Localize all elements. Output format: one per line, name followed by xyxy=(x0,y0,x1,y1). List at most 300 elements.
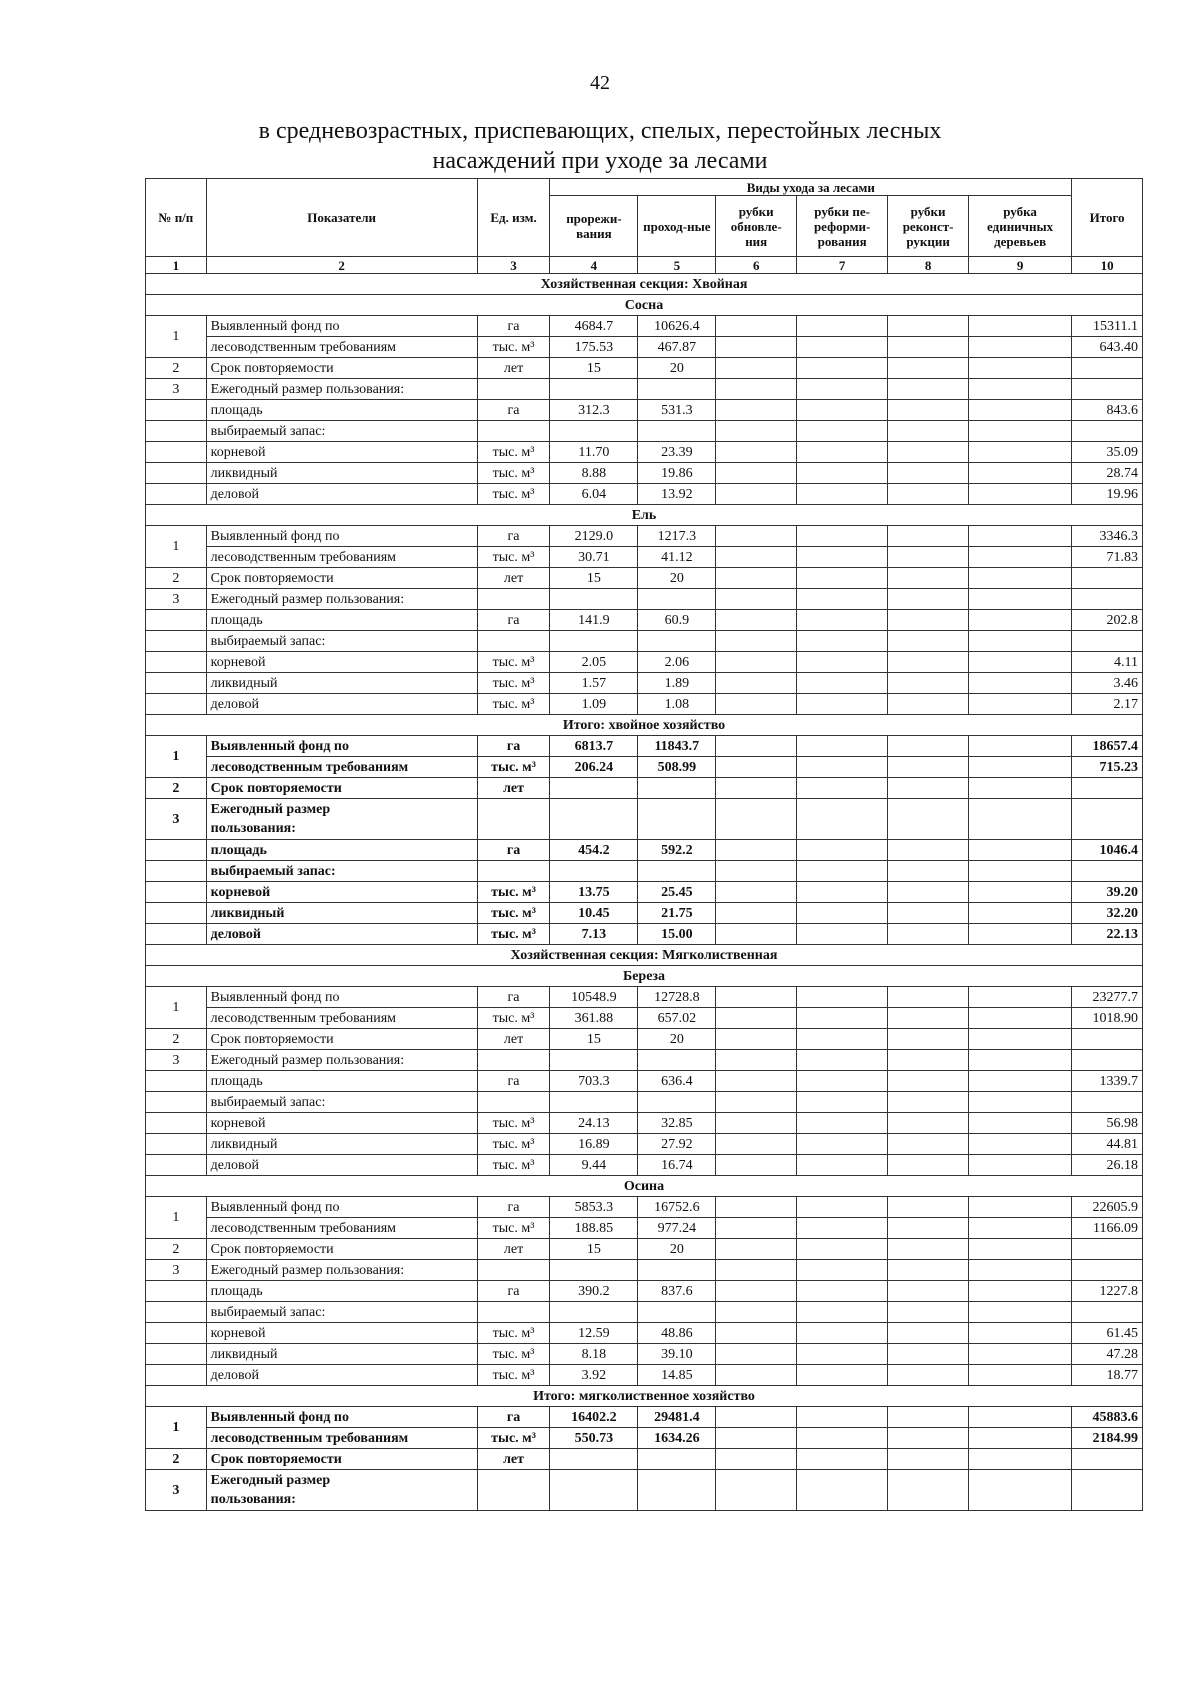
empty-cell xyxy=(888,778,969,799)
row-total xyxy=(1072,1092,1143,1113)
value-thinning: 1.57 xyxy=(550,673,638,694)
empty-cell xyxy=(969,1344,1072,1365)
value-passing: 636.4 xyxy=(638,1071,716,1092)
value-passing: 977.24 xyxy=(638,1218,716,1239)
value-passing: 16.74 xyxy=(638,1155,716,1176)
row-unit xyxy=(477,1260,550,1281)
table-row xyxy=(146,1029,1143,1050)
section-row xyxy=(146,966,1143,987)
row-label: лесоводственным требованиям xyxy=(206,1218,477,1239)
empty-cell xyxy=(969,778,1072,799)
section-row xyxy=(146,505,1143,526)
table-header xyxy=(146,179,1143,274)
row-label: ликвидный xyxy=(206,1134,477,1155)
row-total xyxy=(1072,1239,1143,1260)
empty-cell xyxy=(797,1260,888,1281)
row-total: 39.20 xyxy=(1072,882,1143,903)
empty-cell xyxy=(716,987,797,1008)
table-row xyxy=(146,610,1143,631)
row-total: 1166.09 xyxy=(1072,1218,1143,1239)
row-number xyxy=(146,1071,207,1092)
table-row xyxy=(146,1449,1143,1470)
row-total: 4.11 xyxy=(1072,652,1143,673)
value-thinning: 188.85 xyxy=(550,1218,638,1239)
row-number: 2 xyxy=(146,1029,207,1050)
empty-cell xyxy=(797,924,888,945)
table-row xyxy=(146,1071,1143,1092)
row-number xyxy=(146,924,207,945)
row-number xyxy=(146,442,207,463)
section-row xyxy=(146,295,1143,316)
empty-cell xyxy=(969,589,1072,610)
section-title: Береза xyxy=(146,966,1143,987)
empty-cell xyxy=(716,568,797,589)
row-label: деловой xyxy=(206,924,477,945)
row-total: 22605.9 xyxy=(1072,1197,1143,1218)
row-label: лесоводственным требованиям xyxy=(206,1008,477,1029)
empty-cell xyxy=(797,379,888,400)
row-number: 3 xyxy=(146,1050,207,1071)
row-unit: га xyxy=(477,1197,550,1218)
value-passing xyxy=(638,1050,716,1071)
row-number xyxy=(146,840,207,861)
empty-cell xyxy=(969,1407,1072,1428)
row-total xyxy=(1072,861,1143,882)
page-number: 42 xyxy=(590,72,610,94)
row-label: Срок повторяемости xyxy=(206,778,477,799)
value-thinning: 550.73 xyxy=(550,1428,638,1449)
row-unit: тыс. м³ xyxy=(477,757,550,778)
row-unit: га xyxy=(477,316,550,337)
empty-cell xyxy=(797,694,888,715)
value-thinning xyxy=(550,379,638,400)
value-thinning xyxy=(550,861,638,882)
empty-cell xyxy=(716,463,797,484)
empty-cell xyxy=(969,1302,1072,1323)
row-unit: га xyxy=(477,610,550,631)
value-thinning xyxy=(550,1050,638,1071)
row-unit: тыс. м³ xyxy=(477,1008,550,1029)
row-unit: тыс. м³ xyxy=(477,673,550,694)
row-total: 19.96 xyxy=(1072,484,1143,505)
empty-cell xyxy=(888,1428,969,1449)
empty-cell xyxy=(888,1029,969,1050)
empty-cell xyxy=(969,379,1072,400)
row-total: 1018.90 xyxy=(1072,1008,1143,1029)
empty-cell xyxy=(888,610,969,631)
value-thinning: 6813.7 xyxy=(550,736,638,757)
empty-cell xyxy=(969,1113,1072,1134)
empty-cell xyxy=(797,568,888,589)
value-thinning: 7.13 xyxy=(550,924,638,945)
row-unit xyxy=(477,1092,550,1113)
row-unit: тыс. м³ xyxy=(477,1365,550,1386)
empty-cell xyxy=(797,1155,888,1176)
empty-cell xyxy=(969,903,1072,924)
table-row xyxy=(146,1113,1143,1134)
empty-cell xyxy=(797,400,888,421)
empty-cell xyxy=(888,568,969,589)
row-unit: тыс. м³ xyxy=(477,1113,550,1134)
table-row xyxy=(146,400,1143,421)
row-label: Ежегодный размер пользования: xyxy=(206,1050,477,1071)
empty-cell xyxy=(797,421,888,442)
value-thinning xyxy=(550,1302,638,1323)
empty-cell xyxy=(888,903,969,924)
empty-cell xyxy=(797,1428,888,1449)
row-number xyxy=(146,1302,207,1323)
column-number: 1 xyxy=(146,257,207,274)
empty-cell xyxy=(969,1092,1072,1113)
value-thinning: 175.53 xyxy=(550,337,638,358)
value-thinning: 5853.3 xyxy=(550,1197,638,1218)
empty-cell xyxy=(797,1197,888,1218)
empty-cell xyxy=(888,987,969,1008)
row-unit: тыс. м³ xyxy=(477,547,550,568)
empty-cell xyxy=(888,358,969,379)
row-unit: лет xyxy=(477,1239,550,1260)
row-total xyxy=(1072,358,1143,379)
empty-cell xyxy=(969,463,1072,484)
empty-cell xyxy=(969,1134,1072,1155)
table-row xyxy=(146,1365,1143,1386)
row-label: площадь xyxy=(206,1281,477,1302)
empty-cell xyxy=(888,337,969,358)
empty-cell xyxy=(888,1197,969,1218)
row-unit: лет xyxy=(477,358,550,379)
value-passing xyxy=(638,861,716,882)
row-number xyxy=(146,463,207,484)
empty-cell xyxy=(716,778,797,799)
row-total: 18.77 xyxy=(1072,1365,1143,1386)
value-thinning xyxy=(550,1470,638,1511)
empty-cell xyxy=(888,526,969,547)
empty-cell xyxy=(888,400,969,421)
row-number: 2 xyxy=(146,568,207,589)
value-thinning: 390.2 xyxy=(550,1281,638,1302)
empty-cell xyxy=(888,799,969,840)
empty-cell xyxy=(797,652,888,673)
value-thinning: 30.71 xyxy=(550,547,638,568)
table-row xyxy=(146,652,1143,673)
value-thinning xyxy=(550,799,638,840)
empty-cell xyxy=(888,379,969,400)
value-passing: 29481.4 xyxy=(638,1407,716,1428)
table-row xyxy=(146,1260,1143,1281)
row-label: площадь xyxy=(206,840,477,861)
row-label: корневой xyxy=(206,442,477,463)
empty-cell xyxy=(716,358,797,379)
empty-cell xyxy=(716,1113,797,1134)
row-label: лесоводственным требованиям xyxy=(206,337,477,358)
table-row xyxy=(146,1197,1143,1218)
row-number: 2 xyxy=(146,1239,207,1260)
empty-cell xyxy=(969,1218,1072,1239)
row-total: 643.40 xyxy=(1072,337,1143,358)
value-passing: 531.3 xyxy=(638,400,716,421)
column-number: 6 xyxy=(716,257,797,274)
row-total: 56.98 xyxy=(1072,1113,1143,1134)
value-passing: 16752.6 xyxy=(638,1197,716,1218)
row-number xyxy=(146,1323,207,1344)
empty-cell xyxy=(969,673,1072,694)
value-thinning: 24.13 xyxy=(550,1113,638,1134)
row-total: 2.17 xyxy=(1072,694,1143,715)
empty-cell xyxy=(797,1071,888,1092)
header-care-types: Виды ухода за лесами xyxy=(550,179,1072,196)
section-row xyxy=(146,715,1143,736)
row-label: лесоводственным требованиям xyxy=(206,547,477,568)
table-row xyxy=(146,1323,1143,1344)
row-label: Ежегодный размер пользования: xyxy=(206,589,477,610)
empty-cell xyxy=(716,799,797,840)
empty-cell xyxy=(716,694,797,715)
empty-cell xyxy=(888,1302,969,1323)
empty-cell xyxy=(797,1407,888,1428)
empty-cell xyxy=(716,1302,797,1323)
row-number xyxy=(146,882,207,903)
value-passing: 20 xyxy=(638,1029,716,1050)
value-thinning: 11.70 xyxy=(550,442,638,463)
row-label: ликвидный xyxy=(206,463,477,484)
row-label-line: Ежегодный размер xyxy=(210,802,331,817)
row-unit: га xyxy=(477,987,550,1008)
value-thinning xyxy=(550,631,638,652)
row-unit xyxy=(477,589,550,610)
row-total: 28.74 xyxy=(1072,463,1143,484)
empty-cell xyxy=(969,1155,1072,1176)
column-number: 4 xyxy=(550,257,638,274)
row-unit xyxy=(477,1050,550,1071)
table-row xyxy=(146,316,1143,337)
table-row xyxy=(146,526,1143,547)
empty-cell xyxy=(716,526,797,547)
empty-cell xyxy=(797,1092,888,1113)
empty-cell xyxy=(969,358,1072,379)
empty-cell xyxy=(888,652,969,673)
row-label: ликвидный xyxy=(206,903,477,924)
row-label: Выявленный фонд по xyxy=(206,526,477,547)
value-passing: 32.85 xyxy=(638,1113,716,1134)
value-passing: 1634.26 xyxy=(638,1428,716,1449)
row-label: Выявленный фонд по xyxy=(206,316,477,337)
row-label xyxy=(206,1470,477,1511)
table-row xyxy=(146,694,1143,715)
column-number: 2 xyxy=(206,257,477,274)
row-unit xyxy=(477,379,550,400)
empty-cell xyxy=(716,1050,797,1071)
value-passing: 592.2 xyxy=(638,840,716,861)
row-number xyxy=(146,673,207,694)
row-unit xyxy=(477,1302,550,1323)
value-thinning xyxy=(550,1260,638,1281)
empty-cell xyxy=(716,1344,797,1365)
empty-cell xyxy=(716,1071,797,1092)
empty-cell xyxy=(716,1470,797,1511)
row-total: 2184.99 xyxy=(1072,1428,1143,1449)
value-thinning xyxy=(550,1449,638,1470)
empty-cell xyxy=(716,589,797,610)
column-number-row xyxy=(146,257,1143,274)
row-label: площадь xyxy=(206,1071,477,1092)
section-row xyxy=(146,945,1143,966)
empty-cell xyxy=(797,1344,888,1365)
value-passing: 14.85 xyxy=(638,1365,716,1386)
empty-cell xyxy=(797,673,888,694)
row-number: 3 xyxy=(146,1260,207,1281)
empty-cell xyxy=(797,882,888,903)
value-passing: 23.39 xyxy=(638,442,716,463)
row-total xyxy=(1072,631,1143,652)
table-row xyxy=(146,358,1143,379)
row-number xyxy=(146,861,207,882)
empty-cell xyxy=(969,757,1072,778)
table-row xyxy=(146,882,1143,903)
value-passing xyxy=(638,1470,716,1511)
row-number xyxy=(146,652,207,673)
row-label: площадь xyxy=(206,400,477,421)
row-number: 2 xyxy=(146,778,207,799)
value-passing: 19.86 xyxy=(638,463,716,484)
value-thinning: 9.44 xyxy=(550,1155,638,1176)
empty-cell xyxy=(716,673,797,694)
empty-cell xyxy=(716,1134,797,1155)
empty-cell xyxy=(969,1008,1072,1029)
empty-cell xyxy=(797,1449,888,1470)
value-passing: 467.87 xyxy=(638,337,716,358)
empty-cell xyxy=(797,1365,888,1386)
empty-cell xyxy=(888,1344,969,1365)
row-total xyxy=(1072,1029,1143,1050)
empty-cell xyxy=(716,1428,797,1449)
empty-cell xyxy=(797,547,888,568)
empty-cell xyxy=(797,631,888,652)
empty-cell xyxy=(888,1155,969,1176)
row-total: 1227.8 xyxy=(1072,1281,1143,1302)
row-unit xyxy=(477,631,550,652)
row-label: деловой xyxy=(206,1155,477,1176)
empty-cell xyxy=(797,610,888,631)
table-row xyxy=(146,379,1143,400)
header-num: № п/п xyxy=(146,179,207,257)
row-number xyxy=(146,484,207,505)
row-unit: тыс. м³ xyxy=(477,924,550,945)
row-number xyxy=(146,1365,207,1386)
row-label: Срок повторяемости xyxy=(206,568,477,589)
value-thinning: 15 xyxy=(550,568,638,589)
empty-cell xyxy=(716,484,797,505)
row-number: 3 xyxy=(146,589,207,610)
empty-cell xyxy=(797,463,888,484)
row-label: лесоводственным требованиям xyxy=(206,757,477,778)
value-passing: 48.86 xyxy=(638,1323,716,1344)
header-kind: рубки обновле-ния xyxy=(716,196,797,257)
row-total xyxy=(1072,1302,1143,1323)
empty-cell xyxy=(888,757,969,778)
row-number: 1 xyxy=(146,987,207,1029)
row-number: 1 xyxy=(146,1197,207,1239)
row-label: Ежегодный размер пользования: xyxy=(206,379,477,400)
empty-cell xyxy=(969,1197,1072,1218)
value-passing xyxy=(638,1302,716,1323)
row-total: 715.23 xyxy=(1072,757,1143,778)
empty-cell xyxy=(716,840,797,861)
value-thinning: 141.9 xyxy=(550,610,638,631)
table-row xyxy=(146,924,1143,945)
table-row xyxy=(146,1134,1143,1155)
empty-cell xyxy=(888,1050,969,1071)
row-unit: лет xyxy=(477,1449,550,1470)
row-unit: га xyxy=(477,526,550,547)
row-label: выбираемый запас: xyxy=(206,631,477,652)
row-unit: га xyxy=(477,1071,550,1092)
empty-cell xyxy=(716,1407,797,1428)
section-row xyxy=(146,1386,1143,1407)
empty-cell xyxy=(888,316,969,337)
row-number: 2 xyxy=(146,358,207,379)
value-thinning: 8.88 xyxy=(550,463,638,484)
empty-cell xyxy=(797,526,888,547)
table-row xyxy=(146,547,1143,568)
value-passing xyxy=(638,1260,716,1281)
row-total: 44.81 xyxy=(1072,1134,1143,1155)
row-number xyxy=(146,610,207,631)
empty-cell xyxy=(969,1470,1072,1511)
empty-cell xyxy=(969,924,1072,945)
empty-cell xyxy=(888,1113,969,1134)
table-row xyxy=(146,568,1143,589)
row-unit: тыс. м³ xyxy=(477,1218,550,1239)
value-thinning: 3.92 xyxy=(550,1365,638,1386)
empty-cell xyxy=(716,337,797,358)
value-thinning: 2.05 xyxy=(550,652,638,673)
value-passing: 60.9 xyxy=(638,610,716,631)
row-total: 15311.1 xyxy=(1072,316,1143,337)
header-kind: рубки реконст-рукции xyxy=(888,196,969,257)
row-number xyxy=(146,903,207,924)
empty-cell xyxy=(888,1281,969,1302)
empty-cell xyxy=(969,882,1072,903)
table-row xyxy=(146,463,1143,484)
empty-cell xyxy=(888,736,969,757)
section-row xyxy=(146,1176,1143,1197)
row-unit: тыс. м³ xyxy=(477,484,550,505)
empty-cell xyxy=(888,547,969,568)
value-passing: 1217.3 xyxy=(638,526,716,547)
value-thinning: 703.3 xyxy=(550,1071,638,1092)
empty-cell xyxy=(716,1029,797,1050)
table-row xyxy=(146,337,1143,358)
value-thinning: 13.75 xyxy=(550,882,638,903)
row-number xyxy=(146,1092,207,1113)
value-thinning: 10.45 xyxy=(550,903,638,924)
table-row xyxy=(146,421,1143,442)
table-row xyxy=(146,1008,1143,1029)
row-unit: лет xyxy=(477,1029,550,1050)
row-number: 3 xyxy=(146,1470,207,1511)
row-number xyxy=(146,1113,207,1134)
value-passing: 12728.8 xyxy=(638,987,716,1008)
row-label: Выявленный фонд по xyxy=(206,1407,477,1428)
table-row xyxy=(146,484,1143,505)
value-passing: 2.06 xyxy=(638,652,716,673)
table-row xyxy=(146,1302,1143,1323)
value-passing: 508.99 xyxy=(638,757,716,778)
column-number: 8 xyxy=(888,257,969,274)
value-thinning: 15 xyxy=(550,1239,638,1260)
section-title: Хозяйственная секция: Мягколиственная xyxy=(146,945,1143,966)
row-total xyxy=(1072,379,1143,400)
